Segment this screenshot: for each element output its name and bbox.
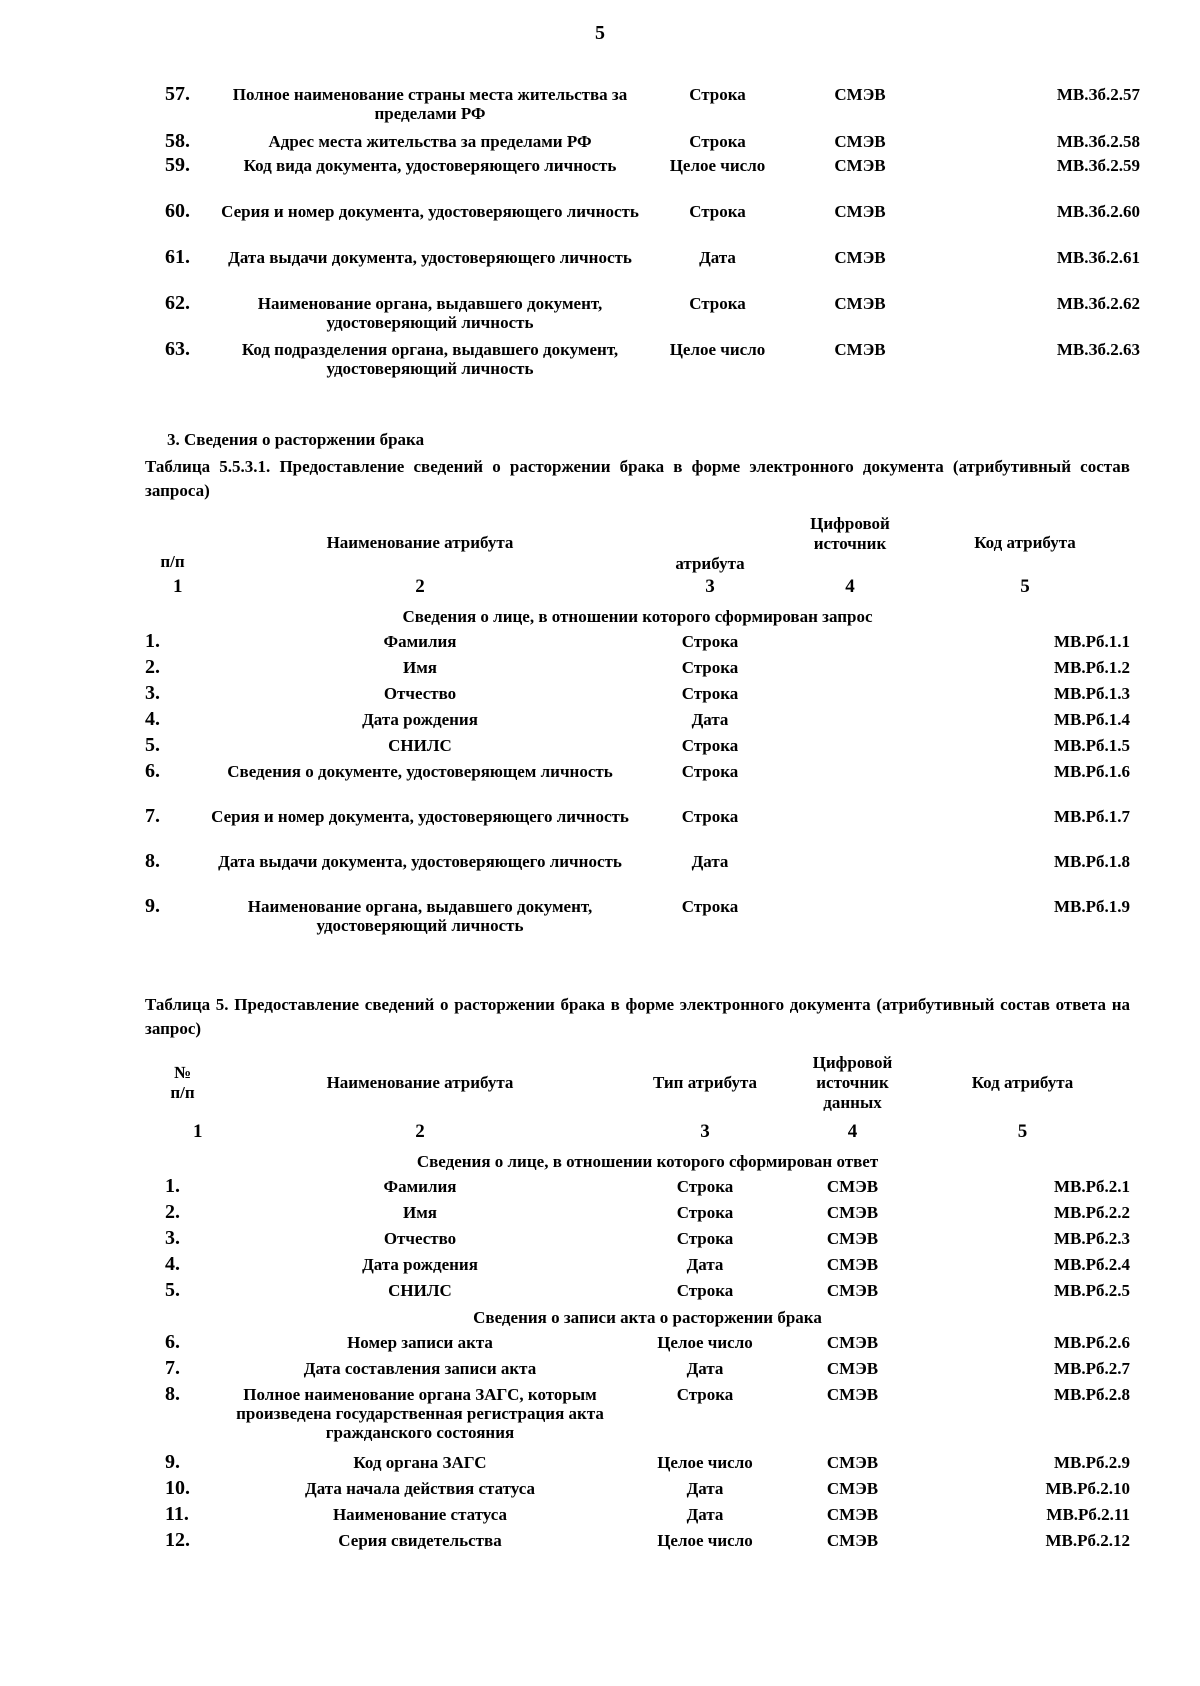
digital-source: СМЭВ [834,202,886,221]
row-number: 11. [165,1503,189,1525]
table-row [165,1505,1130,1531]
header-n: п/п [160,552,185,571]
column-number: 1 [173,576,183,597]
table-caption-request: Таблица 5.5.3.1. Предоставление сведений о расторжении брака в форме электронного документа (атрибутивный состав запроса) [145,457,1130,500]
attribute-code: МВ.Рб.1.6 [1053,762,1130,781]
row-number: 12. [165,1529,190,1551]
digital-source: СМЭВ [826,1505,879,1524]
header-type: атрибута [675,554,745,573]
attribute-name: Номер записи акта [347,1333,493,1352]
digital-source: СМЭВ [826,1333,879,1352]
attribute-name: Серия и номер документа, удостоверяющего личность [221,202,639,221]
attribute-code: МВ.Рб.1.5 [1053,736,1130,755]
attribute-name: Полное наименование страны места жительства за пределами РФ [232,85,628,123]
attribute-name: Серия свидетельства [338,1531,502,1550]
digital-source: СМЭВ [826,1177,879,1196]
attribute-name: Дата выдачи документа, удостоверяющего личность [218,852,622,871]
attribute-code: МВ.Рб.1.3 [1053,684,1130,703]
header-name: Наименование атрибута [326,1073,514,1092]
attribute-type: Дата [686,1505,724,1524]
attribute-name: Фамилия [383,632,457,651]
table-row [165,1177,1130,1203]
attribute-type: Дата [686,1359,724,1378]
digital-source: СМЭВ [834,85,886,104]
attribute-name: Дата рождения [362,710,478,729]
attribute-type: Строка [681,684,739,703]
table-row [145,736,1130,762]
table-continuation-body [165,85,1140,386]
digital-source [780,736,920,762]
section-row [165,1151,1130,1177]
attribute-code: МВ.Зб.2.58 [1056,132,1140,151]
section-row [145,606,1130,632]
attribute-type: Строка [676,1229,734,1248]
header-type: Тип атрибута [652,1073,758,1092]
attribute-name: Код органа ЗАГС [353,1453,487,1472]
column-number: 1 [193,1121,203,1142]
header-code: Код атрибута [974,533,1076,552]
attribute-code: МВ.Зб.2.57 [1056,85,1140,104]
table-row [165,1479,1130,1505]
row-number: 63. [165,338,190,360]
table-row [165,202,1140,248]
table-row [165,340,1140,386]
row-number: 1. [165,1175,180,1197]
table-continuation [165,85,1140,386]
attribute-code: МВ.Рб.2.6 [1053,1333,1130,1352]
attribute-code: МВ.Рб.2.8 [1053,1385,1130,1404]
table-row [165,156,1140,202]
digital-source [780,897,920,942]
table-header-row [145,510,1130,576]
table-row [165,1203,1130,1229]
attribute-code: МВ.Рб.2.7 [1053,1359,1130,1378]
row-number: 5. [145,734,160,756]
attribute-type: Строка [676,1203,734,1222]
attribute-code: МВ.Зб.2.62 [1056,294,1140,313]
page-number: 5 [595,22,605,44]
attribute-code: МВ.Зб.2.61 [1056,248,1140,267]
row-number: 6. [145,760,160,782]
table-row [165,1255,1130,1281]
attribute-type: Дата [686,1255,724,1274]
digital-source [780,632,920,658]
digital-source: СМЭВ [826,1203,879,1222]
attribute-code: МВ.Рб.2.5 [1053,1281,1130,1300]
attribute-code: МВ.Рб.2.3 [1053,1229,1130,1248]
digital-source: СМЭВ [834,156,886,175]
column-number: 5 [1020,576,1030,597]
header-source: Цифровой источник [810,514,890,553]
column-number: 4 [845,576,855,597]
attribute-code: МВ.Рб.1.9 [1053,897,1130,916]
digital-source: СМЭВ [826,1479,879,1498]
header-name: Наименование атрибута [326,533,514,552]
row-number: 60. [165,200,190,222]
digital-source: СМЭВ [826,1385,879,1404]
attribute-name: Дата рождения [362,1255,478,1274]
row-number: 8. [165,1383,180,1405]
column-number: 2 [415,1121,425,1142]
attribute-type: Строка [681,807,739,826]
attribute-code: МВ.Рб.2.1 [1053,1177,1130,1196]
column-number-row [145,576,1130,606]
digital-source [780,684,920,710]
attribute-type: Строка [676,1281,734,1300]
table-row [165,248,1140,294]
attribute-name: Серия и номер документа, удостоверяющего личность [211,807,629,826]
attribute-name: Код подразделения органа, выдавшего документ, удостоверяющий личность [241,340,619,378]
attribute-type: Целое число [669,340,766,359]
table-row [165,1531,1130,1557]
attribute-code: МВ.Зб.2.59 [1056,156,1140,175]
attribute-type: Строка [689,85,746,104]
attribute-type: Дата [699,248,736,267]
digital-source [780,658,920,684]
attribute-code: МВ.Зб.2.60 [1056,202,1140,221]
row-number: 3. [165,1227,180,1249]
attribute-code: МВ.Рб.2.9 [1053,1453,1130,1472]
header-n: № п/п [170,1063,195,1102]
attribute-type: Строка [689,132,746,151]
table-row [165,1333,1130,1359]
row-number: 7. [145,805,160,827]
attribute-type: Дата [686,1479,724,1498]
attribute-type: Строка [681,658,739,677]
digital-source: СМЭВ [826,1255,879,1274]
table-row [165,1281,1130,1307]
digital-source [780,852,920,897]
column-number: 2 [415,576,425,597]
row-number: 6. [165,1331,180,1353]
attribute-type: Дата [691,710,729,729]
attribute-type: Строка [689,294,746,313]
row-number: 59. [165,154,190,176]
row-number: 9. [145,895,160,917]
attribute-code: МВ.Рб.2.12 [1045,1531,1130,1550]
row-number: 4. [145,708,160,730]
table-header-row [165,1045,1130,1121]
table-row [165,1229,1130,1255]
attribute-name: Отчество [383,684,457,703]
column-number: 4 [847,1121,858,1142]
attribute-name: Наименование органа, выдавшего документ, удостоверяющий личность [257,294,603,332]
attribute-name: Дата составления записи акта [303,1359,537,1378]
table-row [145,710,1130,736]
attribute-name: Адрес места жительства за пределами РФ [268,132,592,151]
attribute-name: Дата выдачи документа, удостоверяющего личность [228,248,632,267]
section-title: Сведения о лице, в отношении которого сформирован запрос [402,607,873,626]
table-row [145,897,1130,942]
attribute-type: Целое число [657,1531,753,1550]
table-response-body [165,1121,1130,1557]
digital-source: СМЭВ [826,1453,879,1472]
column-number: 3 [700,1121,710,1142]
row-number: 2. [165,1201,180,1223]
row-number: 7. [165,1357,180,1379]
attribute-name: Дата начала действия статуса [305,1479,535,1498]
attribute-name: Наименование органа, выдавшего документ, удостоверяющий личность [247,897,593,935]
attribute-type: Строка [676,1177,734,1196]
section-title: Сведения о записи акта о расторжении брака [473,1308,822,1327]
table-row [165,1453,1130,1479]
table-row [145,684,1130,710]
attribute-code: МВ.Рб.1.4 [1053,710,1130,729]
digital-source: СМЭВ [834,132,886,151]
section-row [165,1307,1130,1333]
row-number: 1. [145,630,160,652]
attribute-type: Строка [681,736,739,755]
column-number: 5 [1017,1121,1028,1142]
attribute-code: МВ.Рб.2.11 [1046,1505,1130,1524]
section-title: Сведения о лице, в отношении которого сформирован ответ [416,1152,879,1171]
table-row [145,658,1130,684]
header-source: Цифровой источник данных [812,1053,893,1112]
attribute-code: МВ.Рб.1.2 [1053,658,1130,677]
attribute-name: Имя [403,658,437,677]
attribute-type: Строка [681,632,739,651]
digital-source: СМЭВ [834,340,886,359]
row-number: 62. [165,292,190,314]
attribute-type: Строка [681,762,739,781]
attribute-name: СНИЛС [388,1281,452,1300]
digital-source [780,710,920,736]
attribute-type: Строка [689,202,746,221]
attribute-name: Имя [403,1203,437,1222]
column-number-row [165,1121,1130,1151]
attribute-code: МВ.Рб.2.10 [1045,1479,1130,1498]
row-number: 5. [165,1279,180,1301]
digital-source [780,762,920,807]
row-number: 10. [165,1477,190,1499]
table-row [145,807,1130,852]
attribute-type: Строка [681,897,739,916]
row-number: 57. [165,83,190,105]
attribute-code: МВ.Рб.1.7 [1053,807,1130,826]
attribute-code: МВ.Рб.2.2 [1053,1203,1130,1222]
attribute-name: Код вида документа, удостоверяющего личность [243,156,617,175]
attribute-name: Фамилия [383,1177,457,1196]
table-row [145,852,1130,897]
column-number: 3 [705,576,715,597]
attribute-name: Наименование статуса [332,1505,508,1524]
digital-source: СМЭВ [826,1281,879,1300]
section-heading: 3. Сведения о расторжении брака [167,430,425,449]
row-number: 8. [145,850,160,872]
digital-source [780,807,920,852]
row-number: 61. [165,246,190,268]
row-number: 3. [145,682,160,704]
row-number: 2. [145,656,160,678]
digital-source: СМЭВ [834,294,886,313]
attribute-name: СНИЛС [388,736,452,755]
attribute-name: Отчество [383,1229,457,1248]
row-number: 58. [165,130,190,152]
attribute-type: Дата [691,852,729,871]
row-number: 4. [165,1253,180,1275]
table-row [145,762,1130,807]
attribute-type: Целое число [657,1453,753,1472]
attribute-code: МВ.Рб.1.1 [1053,632,1130,651]
table-row [165,85,1140,132]
table-row [165,1359,1130,1385]
digital-source: СМЭВ [826,1531,879,1550]
table-row [165,132,1140,156]
attribute-type: Целое число [669,156,766,175]
attribute-code: МВ.Рб.1.8 [1053,852,1130,871]
table-row [145,632,1130,658]
attribute-name: Сведения о документе, удостоверяющем личность [227,762,613,781]
header-code: Код атрибута [971,1073,1074,1092]
attribute-type: Целое число [657,1333,753,1352]
table-response-attributes [165,1045,1130,1557]
digital-source: СМЭВ [826,1229,879,1248]
table-request-attributes [145,510,1130,942]
row-number: 9. [165,1451,180,1473]
table-request-body [145,576,1130,942]
attribute-type: Строка [676,1385,734,1404]
table-caption-response: Таблица 5. Предоставление сведений о расторжении брака в форме электронного документа (атрибутивный состав ответа на запрос) [145,995,1130,1038]
table-row [165,294,1140,340]
attribute-name: Полное наименование органа ЗАГС, которым произведена государственная регистрация акта гражданского состояния [236,1385,604,1442]
attribute-code: МВ.Рб.2.4 [1053,1255,1130,1274]
digital-source: СМЭВ [826,1359,879,1378]
table-row [165,1385,1130,1453]
digital-source: СМЭВ [834,248,886,267]
attribute-code: МВ.Зб.2.63 [1056,340,1140,359]
